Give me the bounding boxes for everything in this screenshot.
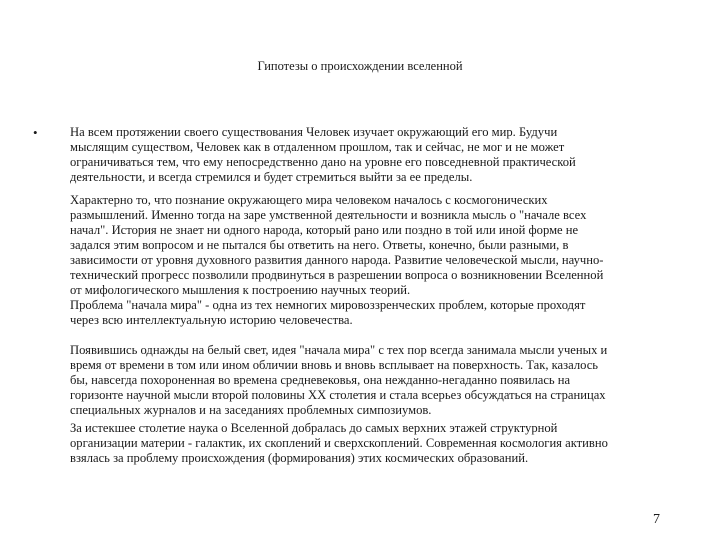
text-line: бы, навсегда похороненная во времена средневековья, она нежданно-негаданно появилась на <box>70 373 571 387</box>
text-line: На всем протяжении своего существования Человек изучает окружающий его мир. Будучи <box>70 125 558 139</box>
text-line: Проблема "начала мира" - одна из тех немногих мировоззренческих проблем, которые проходят <box>70 298 586 312</box>
slide-title: Гипотезы о происхождении вселенной <box>257 59 463 73</box>
text-line: от мифологического мышления к построению научных теорий. <box>70 283 411 297</box>
bullet-icon: • <box>33 125 38 140</box>
text-line: специальных журналов и на заседаниях проблемных симпозиумов. <box>70 403 432 417</box>
paragraph-4 <box>70 343 710 418</box>
text-line: мыслящим существом, Человек как в отдаленном прошлом, так и сейчас, не мог и не может <box>70 140 565 154</box>
paragraph-2 <box>70 193 710 298</box>
text-line: зависимости от уровня духовного развития данного народа. Развитие человеческой мысли, научно- <box>70 253 604 267</box>
text-line: ограничиваться тем, что ему непосредственно дано на уровне его повседневной практической <box>70 155 576 169</box>
text-line: взялась за проблему происхождения (формирования) этих космических образований. <box>70 451 529 465</box>
text-line: горизонте научной мысли второй половины XX столетия и стала всерьез обсуждаться на страницах <box>70 388 606 402</box>
text-line: За истекшее столетие наука о Вселенной добралась до самых верхних этажей структурной <box>70 421 558 435</box>
text-line: через всю интеллектуальную историю человечества. <box>70 313 353 327</box>
text-line: начал". История не знает ни одного народа, который рано или поздно в той или иной форме не <box>70 223 579 237</box>
text-line: технический прогресс позволили продвинуться в разрешении вопроса о возникновении Вселенной <box>70 268 604 282</box>
text-line: размышлений. Именно тогда на заре умственной деятельности и возникла мысль о "начале всех <box>70 208 587 222</box>
text-line: Появившись однажды на белый свет, идея "начала мира" с тех пор всегда занимала мысли ученых и <box>70 343 608 357</box>
text-line: деятельности, и всегда стремился и будет стремиться выйти за ее пределы. <box>70 170 473 184</box>
paragraph-1 <box>70 125 710 185</box>
text-line: Характерно то, что познание окружающего мира человеком началось с космогонических <box>70 193 548 207</box>
page-number: 7 <box>653 512 660 527</box>
paragraph-5 <box>70 421 710 466</box>
paragraph-3 <box>70 298 710 328</box>
text-line: время от времени в том или ином обличии вновь и вновь всплывает на поверхность. Так, казалось <box>70 358 599 372</box>
text-line: задался этим вопросом и не пытался бы ответить на него. Ответы, конечно, были разными, в <box>70 238 569 252</box>
text-line: организации материи - галактик, их скоплений и сверхскоплений. Современная космология активно <box>70 436 608 450</box>
